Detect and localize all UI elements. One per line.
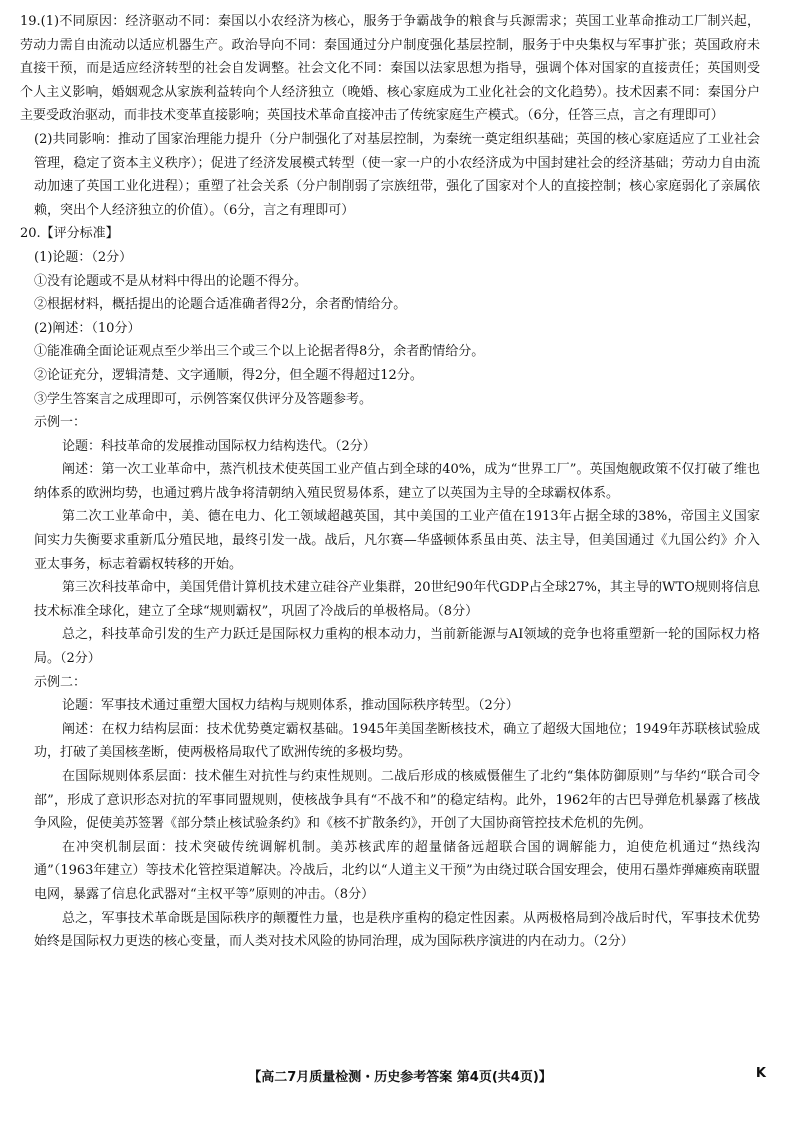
- footer-version-letter: K: [755, 1066, 766, 1081]
- footer-page-info: 【高二7月质量检测・历史参考答案 第4页(共4页)】: [248, 1070, 552, 1085]
- q20-rubric-item: ①能准确全面论证观点至少举出三个或三个以上论据者得8分，余者酌情给分。: [34, 344, 485, 360]
- example-two-argument: 阐述：在权力结构层面：技术优势奠定霸权基础。1945年美国垄断核技术，确立了超级大国地位；1949年苏联核试验成功，打破了美国核垄断，使两极格局取代了欧洲传统的多极均势。: [34, 721, 760, 761]
- example-two-argument: 在国际规则体系层面：技术催生对抗性与约束性规则。二战后形成的核威慑催生了北约“集体防御原则”与华约“联合司令部”，形成了意识形态对抗的军事同盟规则，使核战争具有“不战不和”的稳定结构。此外，1962年的古巴导弹危机暴露了核战争风险，促使美苏签署《部分禁止核试验条约》和《核不扩散条约》，开创了大国协商管控技术危机的先例。: [34, 769, 760, 832]
- example-one-thesis: 论题：科技革命的发展推动国际权力结构迭代。（2分）: [62, 438, 376, 454]
- q19-part1: 19.(1)不同原因：经济驱动不同：秦国以小农经济为核心，服务于争霸战争的粮食与兵源需求；英国工业革命推动工厂制兴起，劳动力需自由流动以适应机器生产。政治导向不同：秦国通过分户制度强化基层控制，服务于中央集权与军事扩张；英国政府未直接干预，而是适应经济转型的社会自发调整。社会文化不同：秦国以法家思想为指导，强调个体对国家的直接责任；英国则受个人主义影响，婚姻观念从家族利益转向个人经济独立（晚婚、核心家庭成为工业化社会的文化趋势）。技术因素不同：秦国分户主要受政治驱动，而非技术变革直接影响；英国技术革命直接冲击了传统家庭生产模式。（6分，任答三点，言之有理即可）: [20, 14, 760, 124]
- q20-rubric-argument: (2)阐述：（10分）: [34, 320, 141, 336]
- example-two-thesis: 论题：军事技术通过重塑大国权力结构与规则体系，推动国际秩序转型。（2分）: [62, 698, 519, 714]
- q20-rubric-item: ③学生答案言之成理即可，示例答案仅供评分及答题参考。: [34, 391, 373, 407]
- page-footer: [0, 1066, 800, 1090]
- example-one-summary: 总之，科技革命引发的生产力跃迁是国际权力重构的根本动力，当前新能源与AI领域的竞争也将重塑新一轮的国际权力格局。（2分）: [34, 627, 760, 667]
- example-two-summary: 总之，军事技术革命既是国际秩序的颠覆性力量，也是秩序重构的稳定性因素。从两极格局到冷战后时代，军事技术优势始终是国际权力更迭的核心变量，而人类对技术风险的协同治理，成为国际秩序演进的内在动力。（2分）: [34, 910, 760, 950]
- q20-rubric-item: ②根据材料，概括提出的论题合适准确者得2分，余者酌情给分。: [34, 297, 407, 313]
- q20-rubric-thesis: (1)论题：（2分）: [34, 249, 133, 265]
- q20-rubric-item: ①没有论题或不是从材料中得出的论题不得分。: [34, 273, 308, 289]
- example-two-label: 示例二：: [34, 674, 87, 690]
- q20-rubric-item: ②论证充分，逻辑清楚、文字通顺，得2分，但全题不得超过12分。: [34, 367, 423, 383]
- example-one-argument: 第三次科技革命中，美国凭借计算机技术建立硅谷产业集群，20世纪90年代GDP占全球27%，其主导的WTO规则将信息技术标准全球化，建立了全球“规则霸权”，巩固了冷战后的单极格局。（8分）: [34, 580, 760, 619]
- example-one-label: 示例一：: [34, 415, 87, 431]
- q20-title: 20.【评分标准】: [20, 226, 119, 242]
- example-one-argument: 阐述：第一次工业革命中，蒸汽机技术使英国工业产值占到全球的40%，成为“世界工厂”。英国炮舰政策不仅打破了维也纳体系的欧洲均势，也通过鸦片战争将清朝纳入殖民贸易体系，建立了以英国为主导的全球霸权体系。: [34, 462, 760, 501]
- example-one-argument: 第二次工业革命中，美、德在电力、化工领域超越英国，其中美国的工业产值在1913年占据全球的38%，帝国主义国家间实力失衡要求重新瓜分殖民地，最终引发一战。战后，凡尔赛—华盛顿体系虽由英、法主导，但美国通过《九国公约》介入亚太事务，标志着霸权转移的开始。: [34, 509, 760, 572]
- example-two-argument: 在冲突机制层面：技术突破传统调解机制。美苏核武库的超量储备远超联合国的调解能力，迫使危机通过“热线沟通”（1963年建立）等技术化管控渠道解决。冷战后，北约以“人道主义干预”为由绕过联合国安理会，使用石墨炸弹瘫痪南联盟电网，暴露了信息化武器对“主权平等”原则的冲击。（8分）: [34, 839, 760, 902]
- q19-part2: (2)共同影响：推动了国家治理能力提升（分户制强化了对基层控制，为秦统一奠定组织基础；英国的核心家庭适应了工业社会管理，稳定了资本主义秩序）；促进了经济发展模式转型（使一家一户的小农经济成为中国封建社会的经济基础；劳动力自由流动加速了英国工业化进程）；重塑了社会关系（分户制削弱了宗族纽带，强化了国家对个人的直接控制；核心家庭弱化了亲属依赖，突出个人经济独立的价值）。（6分，言之有理即可）: [34, 131, 760, 218]
